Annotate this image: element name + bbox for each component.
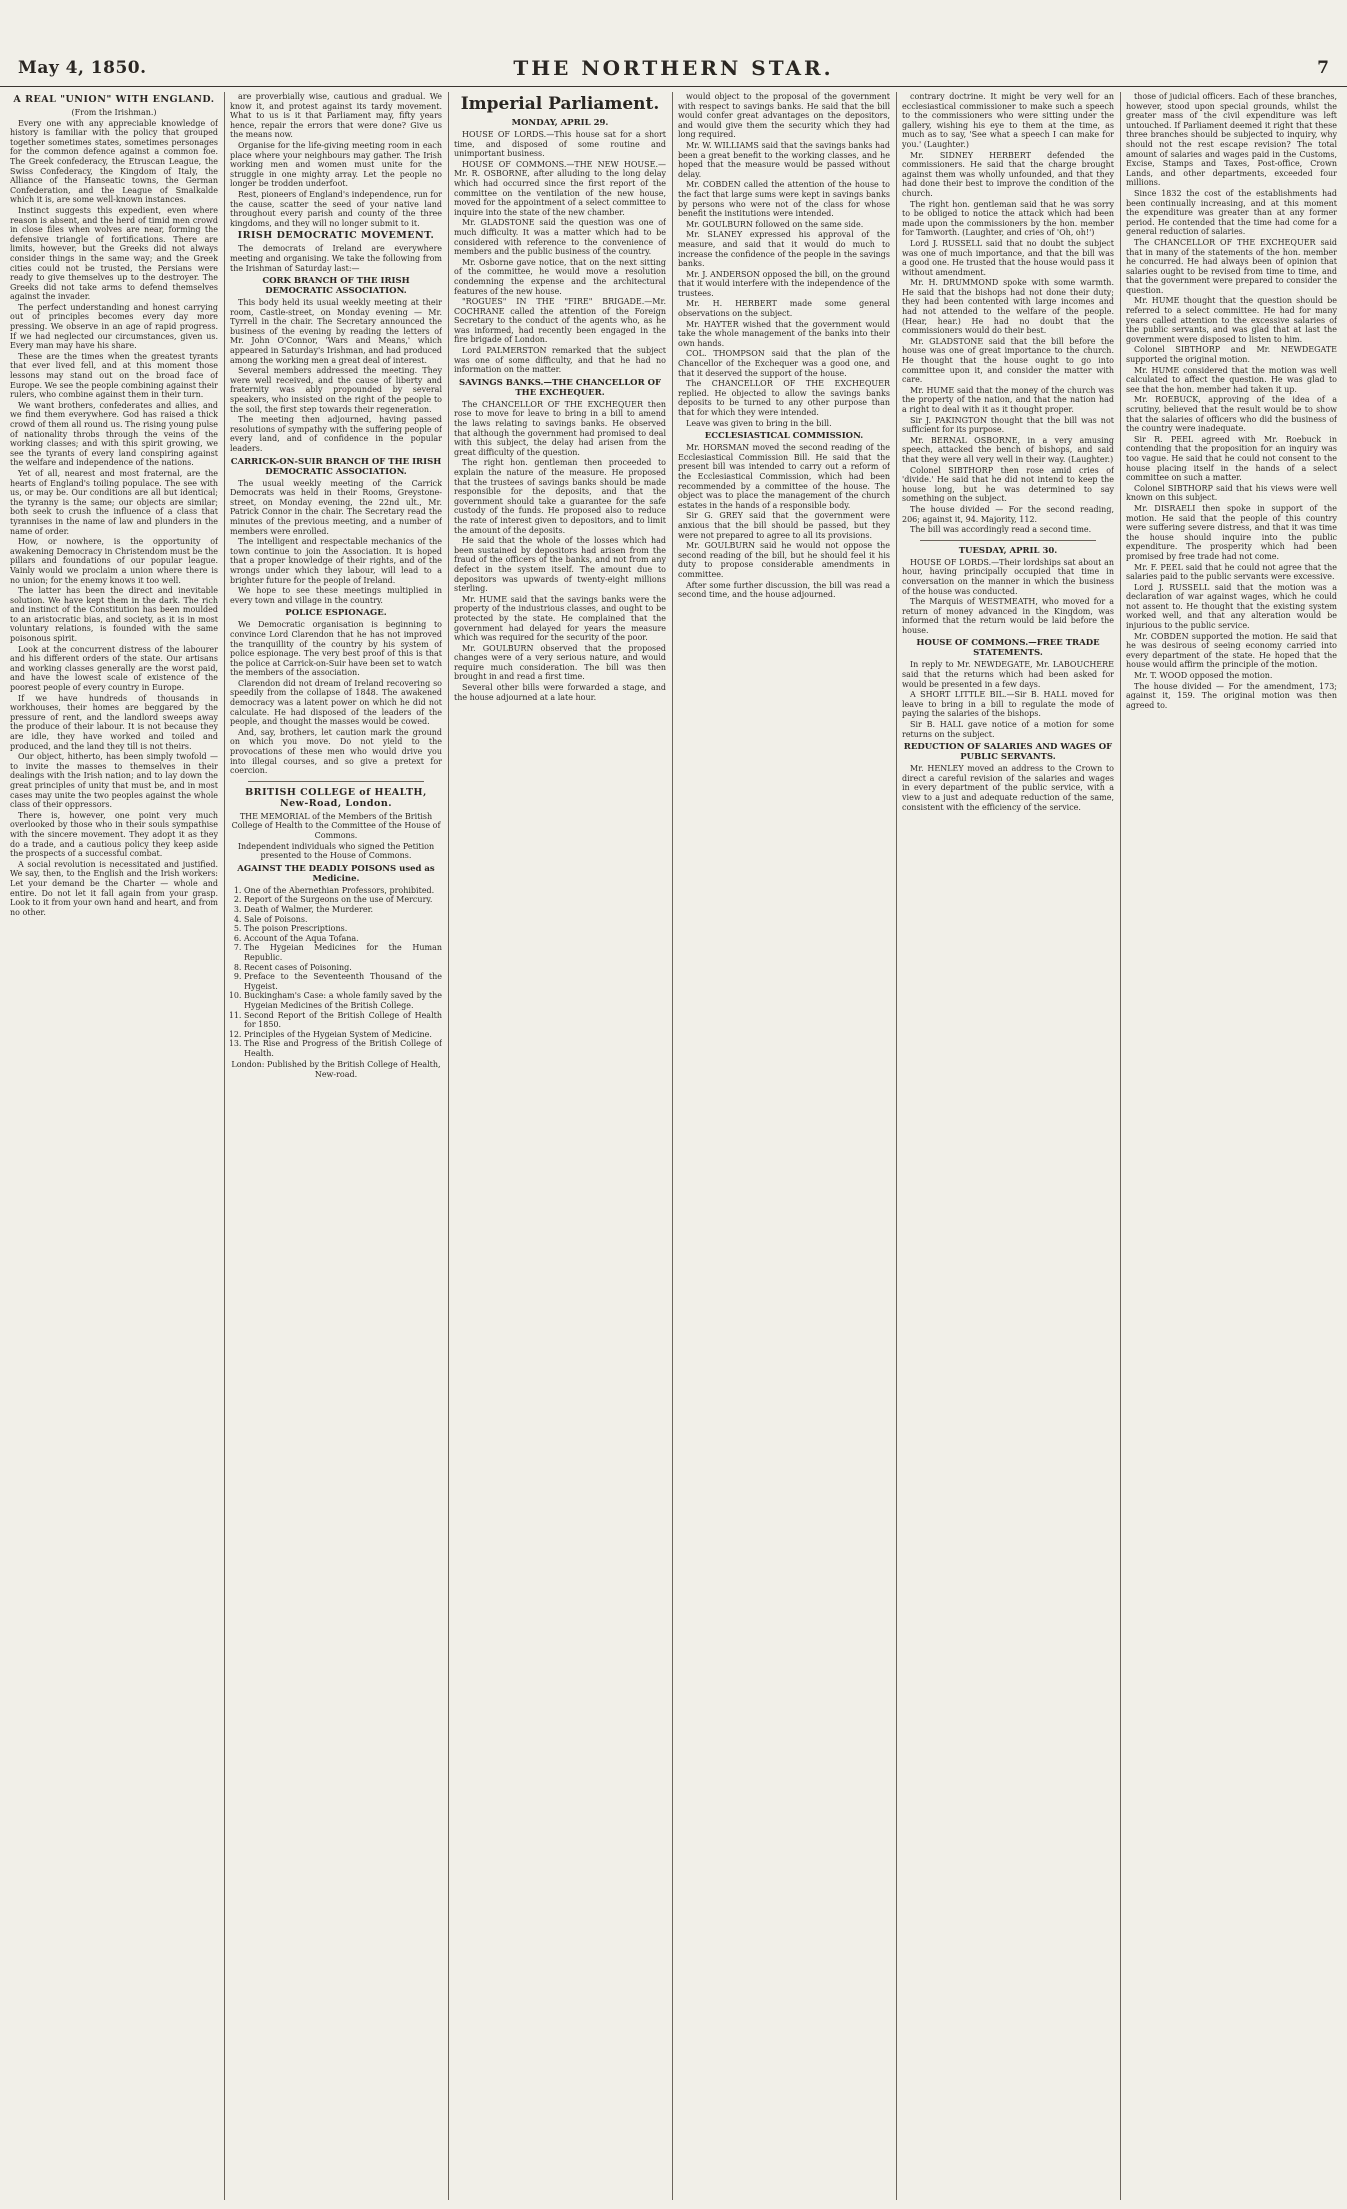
paragraph: The house divided — For the second reading, 206; against it, 94. Majority, 112. — [902, 504, 1114, 524]
paragraph: A SHORT LITTLE BIL.—Sir B. HALL moved for leave to bring in a bill to regulate the mode of paying the salaries of the bishops. — [902, 690, 1114, 719]
paragraph: Mr. J. ANDERSON opposed the bill, on the ground that it would interfere with the independence of the trustees. — [678, 269, 890, 298]
paragraph: The right hon. gentleman said that he was sorry to be obliged to notice the attack which had been made upon the commissioners by the hon. member for Tamworth. (Laughter, and cries of 'Oh, oh!') — [902, 199, 1114, 238]
paragraph: Look at the concurrent distress of the labourer and his different orders of the state. Our artisans and working classes generally are the worst paid, and have the lowest scale of existence of the poorest people of every country in Europe. — [10, 644, 218, 693]
issue-date: May 4, 1850. — [18, 58, 147, 78]
list-item: 4. Sale of Poisons. — [244, 915, 442, 925]
paragraph: Leave was given to bring in the bill. — [686, 418, 832, 428]
paragraph: If we have hundreds of thousands in workhouses, their homes are beggared by the pressure of rent, and the landlord sweeps away the produce of their labour. It is not because they are idle, they have worked and toiled and produced, and the land they till is not theirs. — [10, 693, 218, 751]
column-rule — [672, 92, 673, 2200]
paragraph: "ROGUES" IN THE "FIRE" BRIGADE.—Mr. COCHRANE called the attention of the Foreign Secretary to the conduct of the agents who, as he was informed, had recently been engaged in the fire brigade of London. — [454, 297, 666, 345]
paragraph: The perfect understanding and honest carrying out of principles becomes every day more pressing. We observe in an age of rapid progress. If we had neglected our circumstances, given us. Every man may have his share. — [10, 302, 218, 351]
column-5 — [902, 92, 1114, 2200]
paragraph: Mr. W. WILLIAMS said that the savings banks had been a great benefit to the working classes, and he hoped that the measure would be passed without delay. — [678, 140, 890, 179]
masthead — [0, 0, 1347, 87]
section-heading: IRISH DEMOCRATIC MOVEMENT. — [237, 230, 435, 242]
section-masthead: Imperial Parliament. — [460, 94, 660, 114]
subsection-heading: REDUCTION OF SALARIES AND WAGES OF PUBLIC SERVANTS. — [903, 742, 1113, 763]
list-item: 7. The Hygeian Medicines for the Human Republic. — [244, 943, 442, 962]
paragraph: Mr. ROEBUCK, approving of the idea of a scrutiny, believed that the result would be to show that the salaries of officers who did the business of the country were inadequate. — [1126, 395, 1337, 434]
advertisement-subtitle: THE MEMORIAL of the Members of the British College of Health to the Committee of the House of Commons. — [231, 811, 441, 840]
page-number: 7 — [1317, 58, 1329, 78]
paragraph: Mr. SLANEY expressed his approval of the measure, and said that it would do much to increase the confidence of the people in the savings banks. — [678, 230, 890, 269]
paragraph: In reply to Mr. NEWDEGATE, Mr. LABOUCHERE said that the returns which had been asked for would be presented in a few days. — [902, 660, 1114, 689]
list-item: 8. Recent cases of Poisoning. — [244, 963, 442, 973]
paragraph: We Democratic organisation is beginning to convince Lord Clarendon that he has not improved the tranquillity of the country by his system of police espionage. The very best proof of this is that the police at Carrick-on-Suir have been set to watch the members of the association. — [230, 620, 442, 678]
article-columns — [10, 92, 1337, 2200]
paragraph: Several other bills were forwarded a stage, and the house adjourned at a late hour. — [454, 683, 666, 702]
subsection-heading: CORK BRANCH OF THE IRISH DEMOCRATIC ASSOCIATION. — [262, 276, 410, 297]
paragraph: Mr. GOULBURN said he would not oppose the second reading of the bill, but he should feel it his duty to propose considerable amendments in committee. — [678, 541, 890, 579]
paragraph: Mr. Osborne gave notice, that on the next sitting of the committee, he would move a resolution condemning the expense and the architectural features of the new house. — [454, 257, 666, 296]
paragraph: Since 1832 the cost of the establishments had been continually increasing, and at this moment the expenditure was greater than at any former period. He contended that the time had come for a general reduction of salaries. — [1126, 188, 1337, 237]
paragraph: Mr. GOULBURN followed on the same side. — [686, 219, 864, 229]
paragraph: How, or nowhere, is the opportunity of awakening Democracy in Christendom must be the pillars and foundations of our popular league. Vainly would we proclaim a union where there is no union; for the enemy knows it too well. — [10, 537, 218, 585]
column-rule — [896, 92, 897, 2200]
subsection-heading: ECCLESIASTICAL COMMISSION. — [704, 431, 864, 442]
session-date: TUESDAY, APRIL 30. — [958, 545, 1058, 556]
paragraph: The meeting then adjourned, having passed resolutions of sympathy with the suffering people of every land, and of confidence in the popular leaders. — [230, 415, 442, 453]
paragraph: Mr. HUME said that the money of the church was the property of the nation, and that the nation had a right to deal with it as it thought proper. — [902, 385, 1114, 414]
paragraph: Sir R. PEEL agreed with Mr. Roebuck in contending that the proposition for an inquiry was too vague. He said that he could not consent to the house placing itself in the hands of a select committee on such a matter. — [1126, 434, 1337, 483]
paragraph: Our object, hitherto, has been simply twofold — to invite the masses to themselves in their dealings with the Irish nation; and to lay down the great principles of unity that must be, and in most cases may unite the two peoples against the whole class of their oppressors. — [10, 752, 218, 810]
column-rule — [224, 92, 225, 2200]
paragraph: Yet of all, nearest and most fraternal, are the hearts of England's toiling populace. The see with us, or may be. Our conditions are all but identical; the tyranny is the same; our objects are similar; both seek to crush the influence of a class that tyrannises in the name of law and plunders in the name of order. — [10, 468, 218, 536]
list-item: 5. The poison Prescriptions. — [244, 924, 442, 934]
paragraph: We hope to see these meetings multiplied in every town and village in the country. — [230, 586, 442, 605]
paragraph: The Marquis of WESTMEATH, who moved for a return of money advanced in the Kingdom, was informed that the return would be laid before the house. — [902, 597, 1114, 635]
subsection-heading: SAVINGS BANKS.—THE CHANCELLOR OF THE EXCHEQUER. — [458, 377, 662, 398]
list-item: 11. Second Report of the British College of Health for 1850. — [244, 1011, 442, 1030]
paragraph: Mr. HENLEY moved an address to the Crown to direct a careful revision of the salaries and wages in every department of the public service, with a view to a just and adequate reduction of the same, consistent with the efficiency of the service. — [902, 764, 1114, 812]
paragraph: Sir J. PAKINGTON thought that the bill was not sufficient for its purpose. — [902, 415, 1114, 435]
paragraph: HOUSE OF COMMONS.—THE NEW HOUSE.—Mr. R. OSBORNE, after alluding to the long delay which had occurred since the first report of the committee on the ventilation of the new house, moved for the appointment of a select committee to inquire into the state of the new chamber. — [454, 159, 666, 217]
paragraph: Mr. GLADSTONE said the question was one of much difficulty. It was a matter which had to be considered with reference to the convenience of members and the public business of the country. — [454, 218, 666, 257]
paragraph: The CHANCELLOR OF THE EXCHEQUER replied. He objected to allow the savings banks deposits to be turned to any other purpose than that for which they were intended. — [678, 379, 890, 417]
column-4 — [678, 92, 890, 2200]
paragraph: The democrats of Ireland are everywhere meeting and organising. We take the following from the Irishman of Saturday last:— — [230, 244, 442, 273]
subsection-heading: POLICE ESPIONAGE. — [285, 608, 387, 619]
paragraph: Organise for the life-giving meeting room in each place where your neighbours may gather. The Irish working men and women must unite for the struggle in one mighty array. Let the people no longer be trodden underfoot. — [230, 140, 442, 189]
paragraph: Mr. HAYTER wished that the government would take the whole management of the banks into their own hands. — [678, 319, 890, 348]
list-item: 9. Preface to the Seventeenth Thousand of the Hygeist. — [244, 972, 442, 991]
column-rule — [448, 92, 449, 2200]
paragraph: Colonel SIBTHORP and Mr. NEWDEGATE supported the original motion. — [1126, 345, 1337, 365]
paragraph: Mr. COBDEN supported the motion. He said that he was desirous of seeing economy carried into every department of the state. He hoped that the house would affirm the principle of the motion. — [1126, 631, 1337, 670]
paragraph: would object to the proposal of the government with respect to savings banks. He said that the bill would confer great advantages on the depositors, and would give them the security which they had long required. — [678, 92, 890, 140]
list-item: 12. Principles of the Hygeian System of Medicine. — [244, 1030, 442, 1040]
list-item: 1. One of the Abernethian Professors, prohibited. — [244, 886, 442, 896]
paragraph: The bill was accordingly read a second time. — [910, 525, 1092, 535]
column-1 — [10, 92, 218, 2200]
paragraph: Mr. F. PEEL said that he could not agree that the salaries paid to the public servants were excessive. — [1126, 562, 1337, 582]
paragraph: Lord J. RUSSELL said that the motion was a declaration of war against wages, which he could not assent to. He thought that the existing system worked well, and that any alteration would be injurious to the public service. — [1126, 582, 1337, 631]
column-3 — [454, 92, 666, 2200]
paragraph: We want brothers, confederates and allies, and we find them everywhere. God has raised a thick crowd of them all round us. The rising young pulse of nationality throbs through the veins of the working classes; and with this spirit growing, we see the tyrants of every land conspiring against the welfare and independence of the nations. — [10, 400, 218, 468]
paragraph: After some further discussion, the bill was read a second time, and the house adjourned. — [678, 580, 890, 600]
list-item: 13. The Rise and Progress of the British College of Health. — [244, 1039, 442, 1058]
paragraph: Lord J. RUSSELL said that no doubt the subject was one of much importance, and that the bill was a good one. He trusted that the house would pass it without amendment. — [902, 238, 1114, 277]
paragraph: Instinct suggests this expedient, even where reason is absent, and the herd of timid men crowd in close files when wolves are near, forming the defensive triangle of fortifications. There are limits, however, but the Greeks did not always consider things in the same way; and the Greek cities could not be trusted, the Persians were ready to give themselves up to the destroyer. The Greeks did not take arms to defend themselves against the invader. — [10, 205, 218, 302]
paragraph: Every one with any appreciable knowledge of history is familiar with the policy that grouped together sometimes states, sometimes personages for the common defence against a common foe. The Greek confederacy, the Etruscan League, the Swiss Confederacy, the Kingdom of Italy, the Alliance of the Hanseatic towns, the German Confederation, and the League of Smalkalde which it is, are some well-known instances. — [10, 118, 218, 205]
paragraph: The CHANCELLOR OF THE EXCHEQUER then rose to move for leave to bring in a bill to amend the laws relating to savings banks. He observed that although the government had promised to deal with this subject, the delay had arisen from the great difficulty of the question. — [454, 399, 666, 457]
divider — [920, 540, 1096, 541]
list-item: 3. Death of Walmer, the Murderer. — [244, 905, 442, 915]
paragraph: Several members addressed the meeting. They were well received, and the cause of liberty and fraternity was ably propounded by several speakers, who insisted on the right of the people to the soil, the first step towards their regeneration. — [230, 366, 442, 414]
list-item: 10. Buckingham's Case: a whole family saved by the Hygeian Medicines of the British College. — [244, 991, 442, 1010]
paragraph: A social revolution is necessitated and justified. We say, then, to the English and the Irish workers: Let your demand be the Charter — whole and entire. Do not let it fall again from your grasp. Look to it from your own hand and heart, and from no other. — [10, 859, 218, 917]
paragraph: And, say, brothers, let caution mark the ground on which you move. Do not yield to the provocations of these men who would drive you into illegal courses, and so give a pretext for coercion. — [230, 727, 442, 776]
advertisement-list — [230, 886, 442, 1059]
paragraph: Mr. GLADSTONE said that the bill before the house was one of great importance to the church. He thought that the house ought to go into committee upon it, and consider the matter with care. — [902, 336, 1114, 385]
paragraph: HOUSE OF LORDS.—This house sat for a short time, and disposed of some routine and unimportant business. — [454, 130, 666, 159]
paragraph: Mr. SIDNEY HERBERT defended the commissioners. He said that the charge brought against them was wholly unfounded, and that they had done their best to improve the condition of the church. — [902, 150, 1114, 198]
paragraph: Mr. H. HERBERT made some general observations on the subject. — [678, 299, 890, 319]
paragraph: Mr. GOULBURN observed that the proposed changes were of a very serious nature, and would require much consideration. The bill was then brought in and read a first time. — [454, 643, 666, 682]
paragraph: The house divided — For the amendment, 173; against it, 159. The original motion was then agreed to. — [1126, 681, 1337, 710]
divider — [248, 781, 424, 782]
list-item: 6. Account of the Aqua Tofana. — [244, 934, 442, 944]
paragraph: The latter has been the direct and inevitable solution. We have kept them in the dark. The rich and instinct of the Constitution has been moulded to an aristocratic bias, and society, as it is in most voluntary relations, is founded with the same poisonous spirit. — [10, 586, 218, 644]
paragraph: Mr. T. WOOD opposed the motion. — [1134, 671, 1273, 681]
paragraph: These are the times when the greatest tyrants that ever lived fell, and at this moment those lessons may stand out on the broad face of Europe. We see the people combining against their rulers, who combine against them in their turn. — [10, 351, 218, 400]
paragraph: Mr. DISRAELI then spoke in support of the motion. He said that the people of this country were suffering severe distress, and that it was time the house should inquire into the public expenditure. The prosperity which had been promised by free trade had not come. — [1126, 503, 1337, 561]
paragraph: Mr. BERNAL OSBORNE, in a very amusing speech, attacked the bench of bishops, and said that they were all very well in their way. (Laughter.) — [902, 435, 1114, 464]
advertisement-intro: Independent individuals who signed the Petition presented to the House of Commons. — [237, 841, 435, 861]
paragraph: The intelligent and respectable mechanics of the town continue to join the Association. It is hoped that a proper knowledge of their rights, and of the wrongs under which they labour, will lead to a brighter future for the people of Ireland. — [230, 537, 442, 585]
subsection-heading: CARRICK-ON-SUIR BRANCH OF THE IRISH DEMOCRATIC ASSOCIATION. — [230, 456, 442, 477]
paragraph: Mr. COBDEN called the attention of the house to the fact that large sums were kept in savings banks by persons who were not of the class for whose benefit the institutions were intended. — [678, 180, 890, 219]
paragraph: The CHANCELLOR OF THE EXCHEQUER said that in many of the statements of the hon. member he concurred. He had always been of opinion that salaries ought to be revised from time to time, and that the government were prepared to consider the question. — [1126, 237, 1337, 295]
paragraph: This body held its usual weekly meeting at their room, Castle-street, on Monday evening — Mr. Tyrrell in the chair. The Secretary announced the business of the evening by reading the letters of Mr. John O'Connor, 'Wars and Means,' which appeared in Saturday's Irishman, and had produced among the working men a great deal of interest. — [230, 298, 442, 365]
paragraph: Mr. HUME considered that the motion was well calculated to affect the question. He was glad to see that the hon. member had taken it up. — [1126, 365, 1337, 394]
column-rule — [1120, 92, 1121, 2200]
paragraph: Mr. HUME said that the savings banks were the property of the industrious classes, and ought to be protected by the state. He complained that the government had delayed for years the measure which was required for the security of the poor. — [454, 594, 666, 643]
paragraph: are proverbially wise, cautious and gradual. We know it, and protest against its tardy movement. What to us is it that Parliament may, fifty years hence, repair the errors that were done? Give us the means now. — [230, 92, 442, 140]
paragraph: The usual weekly meeting of the Carrick Democrats was held in their Rooms, Greystone-street, on Monday evening, the 22nd ult., Mr. Patrick Connor in the chair. The Secretary read the minutes of the previous meeting, and a number of members were enrolled. — [230, 478, 442, 536]
session-date: MONDAY, APRIL 29. — [511, 118, 609, 128]
paragraph: Rest, pioneers of England's independence, run for the cause, scatter the seed of your native land throughout every parish and county of the three kingdoms, and they will no longer submit to it. — [230, 189, 442, 228]
paragraph: Colonel SIBTHORP then rose amid cries of 'divide.' He said that he did not intend to keep the house long, but he was determined to say something on the subject. — [902, 465, 1114, 504]
paragraph: Mr. HORSMAN moved the second reading of the Ecclesiastical Commission Bill. He said that the present bill was intended to carry out a reform of the Ecclesiastical Commission, which had been recommended by a committee of the house. The object was to place the management of the church estates in the hands of a responsible body. — [678, 443, 890, 510]
paragraph: Clarendon did not dream of Ireland recovering so speedily from the collapse of 1848. The awakened democracy was a latent power on which he did not calculate. He had disposed of the leaders of the people, and thought the masses would be cowed. — [230, 678, 442, 727]
column-2 — [230, 92, 442, 2200]
paragraph: The right hon. gentleman then proceeded to explain the nature of the measure. He proposed that the trustees of savings banks should be made responsible for the deposits, and that the government should take a guarantee for the safe custody of the funds. He proposed also to reduce the rate of interest given to depositors, and to limit the amount of the deposits. — [454, 458, 666, 535]
paragraph: contrary doctrine. It might be very well for an ecclesiastical commissioner to make such a speech to the commissioners who were sitting under the gallery, wishing his eye to them at the time, as much as to say, 'See what a speech I can make for you.' (Laughter.) — [902, 92, 1114, 149]
paragraph: Sir G. GREY said that the government were anxious that the bill should be passed, but they were not prepared to agree to all its provisions. — [678, 511, 890, 540]
paragraph: There is, however, one point very much overlooked by those who in their souls sympathise with the sincere movement. They adopt it as they do a trade, and a cautious policy they keep aside the prospects of a successful combat. — [10, 810, 218, 859]
paragraph: Colonel SIBTHORP said that his views were well known on this subject. — [1126, 483, 1337, 503]
advertisement-title: BRITISH COLLEGE of HEALTH, New-Road, London. — [245, 786, 427, 809]
column-6 — [1126, 92, 1337, 2200]
newspaper-title: THE NORTHERN STAR. — [513, 56, 834, 80]
article-headline: A REAL "UNION" WITH ENGLAND. — [13, 94, 215, 105]
advertisement-list-heading: AGAINST THE DEADLY POISONS used as Medicine. — [237, 863, 435, 884]
advertisement-footer: London: Published by the British College of Health, New-road. — [231, 1060, 441, 1080]
paragraph: HOUSE OF LORDS.—Their lordships sat about an hour, having principally occupied that time in conversation on the manner in which the business of the house was conducted. — [902, 557, 1114, 596]
list-item: 2. Report of the Surgeons on the use of Mercury. — [244, 895, 442, 905]
paragraph: Sir B. HALL gave notice of a motion for some returns on the subject. — [902, 720, 1114, 739]
paragraph: He said that the whole of the losses which had been sustained by depositors had arisen from the fraud of the officers of the banks, and not from any defect in the system itself. The amount due to depositors was upwards of twenty-eight millions sterling. — [454, 536, 666, 594]
paragraph: COL. THOMPSON said that the plan of the Chancellor of the Exchequer was a good one, and that it deserved the support of the house. — [678, 349, 890, 378]
paragraph: Mr. H. DRUMMOND spoke with some warmth. He said that the bishops had not done their duty; they had been contented with large incomes and had not attended to the welfare of the people. (Hear, hear.) He had no doubt that the commissioners would do their best. — [902, 278, 1114, 336]
paragraph: Mr. HUME thought that the question should be referred to a select committee. He had for many years called attention to the excessive salaries of the public servants, and was glad that at last the government were disposed to listen to him. — [1126, 296, 1337, 344]
paragraph: Lord PALMERSTON remarked that the subject was one of some difficulty, and that he had no information on the matter. — [454, 346, 666, 375]
paragraph: those of judicial officers. Each of these branches, however, stood upon special grounds, whilst the greater mass of the civil expenditure was left untouched. If Parliament deemed it right that these three branches should be subjected to inquiry, why should not the rest escape revision? The total amount of salaries and wages paid in the Customs, Excise, Stamps and Taxes, Post-office, Crown Lands, and other departments, exceeded four millions. — [1126, 92, 1337, 188]
article-source: (From the Irishman.) — [71, 108, 157, 117]
subsection-heading: HOUSE OF COMMONS.—FREE TRADE STATEMENTS. — [916, 638, 1100, 659]
